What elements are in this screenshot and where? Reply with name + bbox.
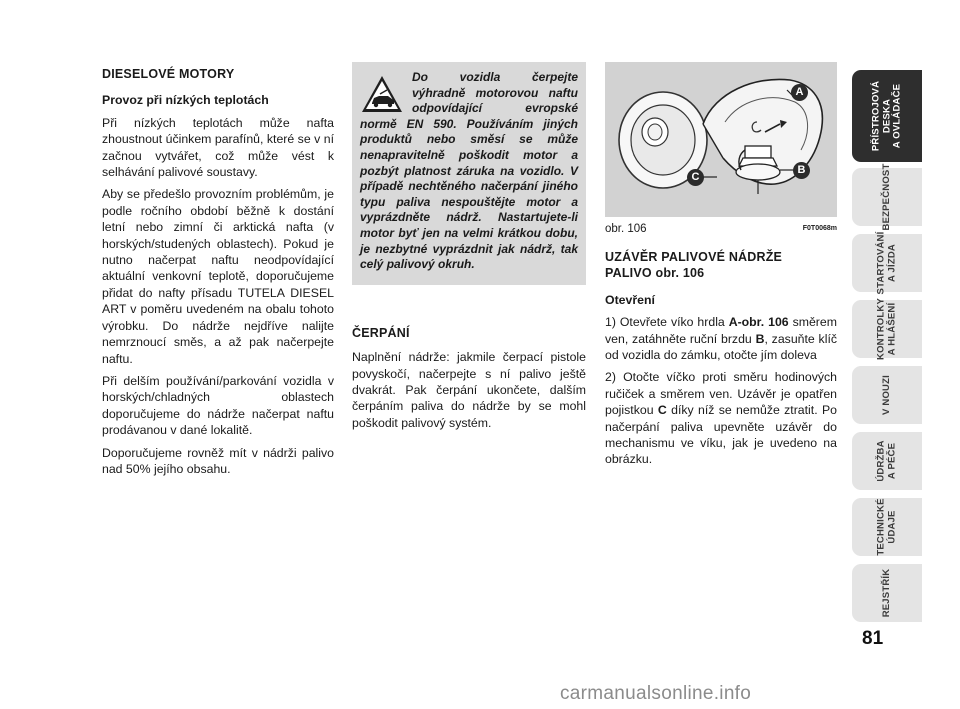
- warning-box: [352, 62, 586, 285]
- figure-fuel-cap: [605, 62, 837, 217]
- tab-label-line: A JÍZDA: [886, 244, 897, 282]
- tab-index[interactable]: [852, 564, 922, 622]
- subheading-opening: Otevření: [605, 292, 655, 307]
- tab-label-line: BEZPEČNOST: [880, 163, 892, 231]
- step-2-prefix: 2) Otočte víčko proti směru hodinových ručiček a směrem ven. Uzávěr je opatřen pojistkou: [605, 370, 837, 418]
- step-1-ref-b: B: [755, 331, 765, 346]
- paragraph-2: Aby se předešlo provozním problémům, je podle ročního období běžně k dostání letní nebo zimní či arktická nafta (v horských/studených oblastech). Pokud je nutno načerpat naftu neodpovídající aktuální venkovní teplotě, doporučujeme přidat do nafty přísadu TUTELA DIESEL ART v poměru uvedeném na obalu tohoto výrobku. Do nádrže nejdříve nalijte nemrznoucí směs, a až pak načerpejte naftu.: [102, 187, 334, 366]
- page-number: 81: [862, 628, 884, 649]
- tab-emergency[interactable]: [852, 366, 922, 424]
- figure-code: F0T0068m: [802, 225, 837, 232]
- step-2-ref-c: C: [657, 403, 667, 418]
- watermark-text: carmanualsonline.info: [560, 683, 752, 704]
- left-column: [102, 62, 334, 483]
- tab-label-line: A HLÁŠENÍ: [886, 302, 897, 356]
- tab-label-line: KONTROLKY: [875, 298, 887, 360]
- tab-warning-lights[interactable]: [852, 300, 922, 358]
- tab-label-line: PŘÍSTROJOVÁ: [870, 80, 882, 152]
- callout-c: C: [687, 169, 704, 186]
- car-warning-triangle-icon: [360, 74, 404, 114]
- fuel-cap-heading-line2: PALIVO obr. 106: [605, 266, 705, 281]
- step-2: [605, 369, 837, 467]
- tab-label-line: REJSTŘÍK: [880, 568, 892, 618]
- step-1-prefix: 1) Otevřete víko hrdla: [605, 315, 729, 330]
- tab-label-line: V NOUZI: [880, 375, 892, 415]
- section-heading-refuel: ČERPÁNÍ: [352, 325, 410, 340]
- subheading-low-temperature: Provoz při nízkých teplotách: [102, 93, 269, 108]
- tab-label-line: ÚDRŽBA: [875, 440, 887, 482]
- tab-label-line: DESKA: [880, 98, 892, 134]
- fuel-cap-heading-line1: UZÁVĚR PALIVOVÉ NÁDRŽE: [605, 250, 783, 264]
- tab-instrument-panel[interactable]: [852, 70, 922, 162]
- step-1-ref-a: A-obr. 106: [728, 315, 789, 330]
- tab-safety[interactable]: [852, 163, 922, 231]
- tab-label-line: STARTOVÁNÍ: [875, 231, 887, 295]
- callout-b: B: [793, 162, 810, 179]
- step-1-rest: , zasuňte klíč od vozidla do zámku, otočte jím doleva: [605, 331, 838, 363]
- middle-column: [352, 62, 586, 437]
- step-2-rest: díky níž se nemůže ztratit. Po načerpání paliva upevněte uzávěr do mechanismu ve víku, jak je uvedeno na obrázku.: [605, 403, 837, 467]
- tab-starting-driving[interactable]: [852, 231, 922, 295]
- figure-number: obr. 106: [605, 223, 647, 235]
- step-1: [605, 314, 837, 363]
- tab-label-line: A PÉČE: [886, 442, 897, 480]
- paragraph-1: Při nízkých teplotách může nafta zhoustnout účinkem parafínů, které se v ní začnou vytvářet, což může vést k selhávání palivové soustavy.: [102, 115, 334, 180]
- right-column: [605, 62, 837, 474]
- paragraph-3: Při delším používání/parkování vozidla v horských/chladných oblastech doporučujeme do nádrže načerpat naftu prodávanou v dané lokalitě.: [102, 373, 334, 438]
- tab-label-line: A OVLÁDAČE: [891, 83, 903, 149]
- section-heading-fuel-cap: [605, 249, 837, 282]
- paragraph-4: Doporučujeme rovněž mít v nádrži palivo nad 50% jejího obsahu.: [102, 445, 334, 476]
- tab-technical-data[interactable]: [852, 498, 922, 556]
- tab-label-line: TECHNICKÉ: [875, 498, 887, 556]
- callout-a: A: [791, 84, 808, 101]
- figure-caption: [605, 219, 837, 239]
- refuel-paragraph: Naplnění nádrže: jakmile čerpací pistole povyskočí, načerpejte s ní palivo ještě dvakrát. Pak čerpání ukončete, dalším čerpáním paliva do nádrže by se mohl poškodit palivový systém.: [352, 350, 586, 430]
- section-heading-diesel: DIESELOVÉ MOTORY: [102, 67, 235, 81]
- tab-label-line: ÚDAJE: [886, 510, 897, 544]
- step-1-mid: směrem ven, zatáhněte ruční brzdu: [605, 315, 837, 346]
- tab-maintenance[interactable]: [852, 432, 922, 490]
- warning-text: Do vozidla čerpejte výhradně motorovou naftu odpovídající evropské normě EN 590. Používáním jiných produktů nebo směsí se může nenapravitelně poškodit motor a pozbýt platnost záruka na vozidlo. V případě nechtěného načerpání jiného typu paliva nespouštějte motor a vyprázdněte nádrž. Nastartujete-li motor byť jen na velmi krátkou dobu, je nezbytné vyprázdnit jak nádrž, tak celý palivový okruh.: [360, 70, 578, 272]
